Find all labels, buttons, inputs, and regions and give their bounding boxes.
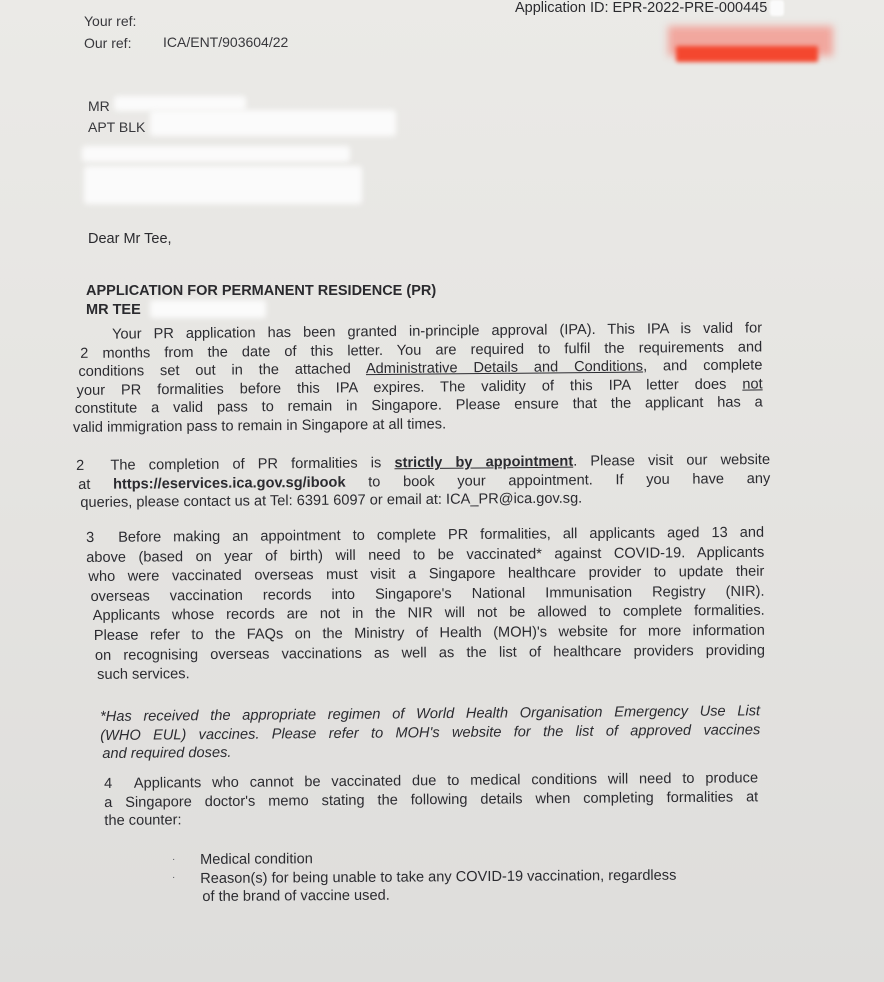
para2-line-3: queries, please contact us at Tel: 6391 6097 or email at: ICA_PR@ica.gov.sg. (80, 490, 583, 511)
para3-line-7: on recognising overseas vaccinations as well as the list of healthcare providers providing (94, 642, 766, 664)
application-id: Application ID: EPR-2022-PRE-000445 (515, 0, 768, 16)
footnote-line-2: (WHO EUL) vaccines. Please refer to MOH's website for the list of approved vaccines (100, 721, 761, 744)
strictly-by-appointment: strictly by appointment (394, 453, 574, 472)
para3-line-2: above (based on year of birth) will need to be vaccinated* against COVID-19. Applicants (86, 544, 765, 566)
para3-line-1-text: Before making an appointment to complete PR formalities, all applicants aged 13 and (118, 524, 765, 546)
redaction-address-2 (82, 146, 350, 162)
paragraph-4 (104, 769, 758, 830)
our-ref-label: Our ref: (84, 35, 132, 51)
para1-line-3-end: , and complete (642, 357, 763, 375)
para1-line-3-text: conditions set out in the attached (78, 361, 366, 380)
redaction-name (114, 96, 246, 111)
redaction-address-3 (84, 166, 362, 204)
para3-line-3: who were vaccinated overseas must visit a Singapore healthcare provider to update their (88, 563, 765, 586)
para3-number: 3 (86, 529, 95, 546)
para2-line-1-end: . Please visit our website (573, 451, 771, 470)
para2-line-2-end: to book your appointment. If you have any (345, 470, 771, 491)
footnote-line-3: and required doses. (102, 744, 232, 762)
bullet-icon: · (172, 872, 176, 883)
para4-number: 4 (104, 775, 113, 792)
para1-line-5: constitute a valid pass to remain in Singapore. Please ensure that the applicant has a (74, 394, 763, 417)
your-ref-label: Your ref: (84, 13, 137, 29)
para4-line-2: a Singapore doctor's memo stating the following details when completing formalities at (104, 788, 759, 811)
para1-line-1: Your PR application has been granted in-principle approval (IPA). This IPA is valid for (112, 320, 763, 343)
our-ref-value: ICA/ENT/903604/22 (163, 34, 289, 50)
redaction-appid (770, 0, 784, 16)
para4-line-3: the counter: (104, 812, 182, 829)
list-item-reasons-cont: of the brand of vaccine used. (202, 887, 390, 905)
not-emphasis: not (742, 375, 763, 393)
footnote-line-1: *Has received the appropriate regimen of World Health Organisation Emergency Use List (100, 703, 761, 725)
subject-line-2: MR TEE (86, 302, 141, 318)
para1-line-2: 2 months from the date of this letter. You are required to fulfil the requirements and (80, 338, 763, 362)
para1-line-6: valid immigration pass to remain in Singapore at all times. (72, 415, 447, 436)
paragraph-1 (72, 319, 763, 437)
redaction-stamp-red (676, 46, 818, 62)
para3-line-8: such services. (97, 666, 190, 684)
para2-line-1-text: The completion of PR formalities is (110, 455, 395, 474)
para4-line-1-text: Applicants who cannot be vaccinated due to medical conditions will need to produce (133, 770, 759, 792)
para3-line-4: overseas vaccination records into Singapore's National Immunisation Registry (NIR). (90, 583, 765, 605)
para1-line-4-text: your PR formalities before this IPA expires. The validity of this IPA letter does (76, 376, 743, 399)
list-item-reasons: Reason(s) for being unable to take any COVID-19 vaccination, regardless (200, 867, 677, 887)
address-line-1: MR (88, 98, 110, 114)
para2-line-2-text: at (78, 476, 114, 493)
vaccine-footnote (100, 702, 760, 763)
para3-line-5: Applicants whose records are not in the NIR will not be allowed to complete formalities. (92, 603, 765, 625)
redaction-address-1 (150, 110, 396, 136)
list-item-medical-condition: Medical condition (200, 851, 313, 868)
paragraph-2 (76, 451, 770, 513)
salutation: Dear Mr Tee, (88, 231, 172, 247)
para3-line-6: Please refer to the FAQs on the Ministry of Health (MOH)'s website for more information (93, 622, 765, 644)
paragraph-3 (86, 524, 765, 686)
para2-number: 2 (76, 457, 85, 474)
address-line-2: APT BLK (88, 119, 146, 135)
redaction-subject-name (150, 300, 266, 318)
subject-line-1: APPLICATION FOR PERMANENT RESIDENCE (PR) (86, 283, 437, 299)
ibook-url: https://eservices.ica.gov.sg/ibook (112, 474, 346, 493)
admin-details-link: Administrative Details and Conditions (365, 358, 644, 378)
requirements-list (200, 847, 760, 906)
bullet-icon: · (172, 854, 176, 865)
